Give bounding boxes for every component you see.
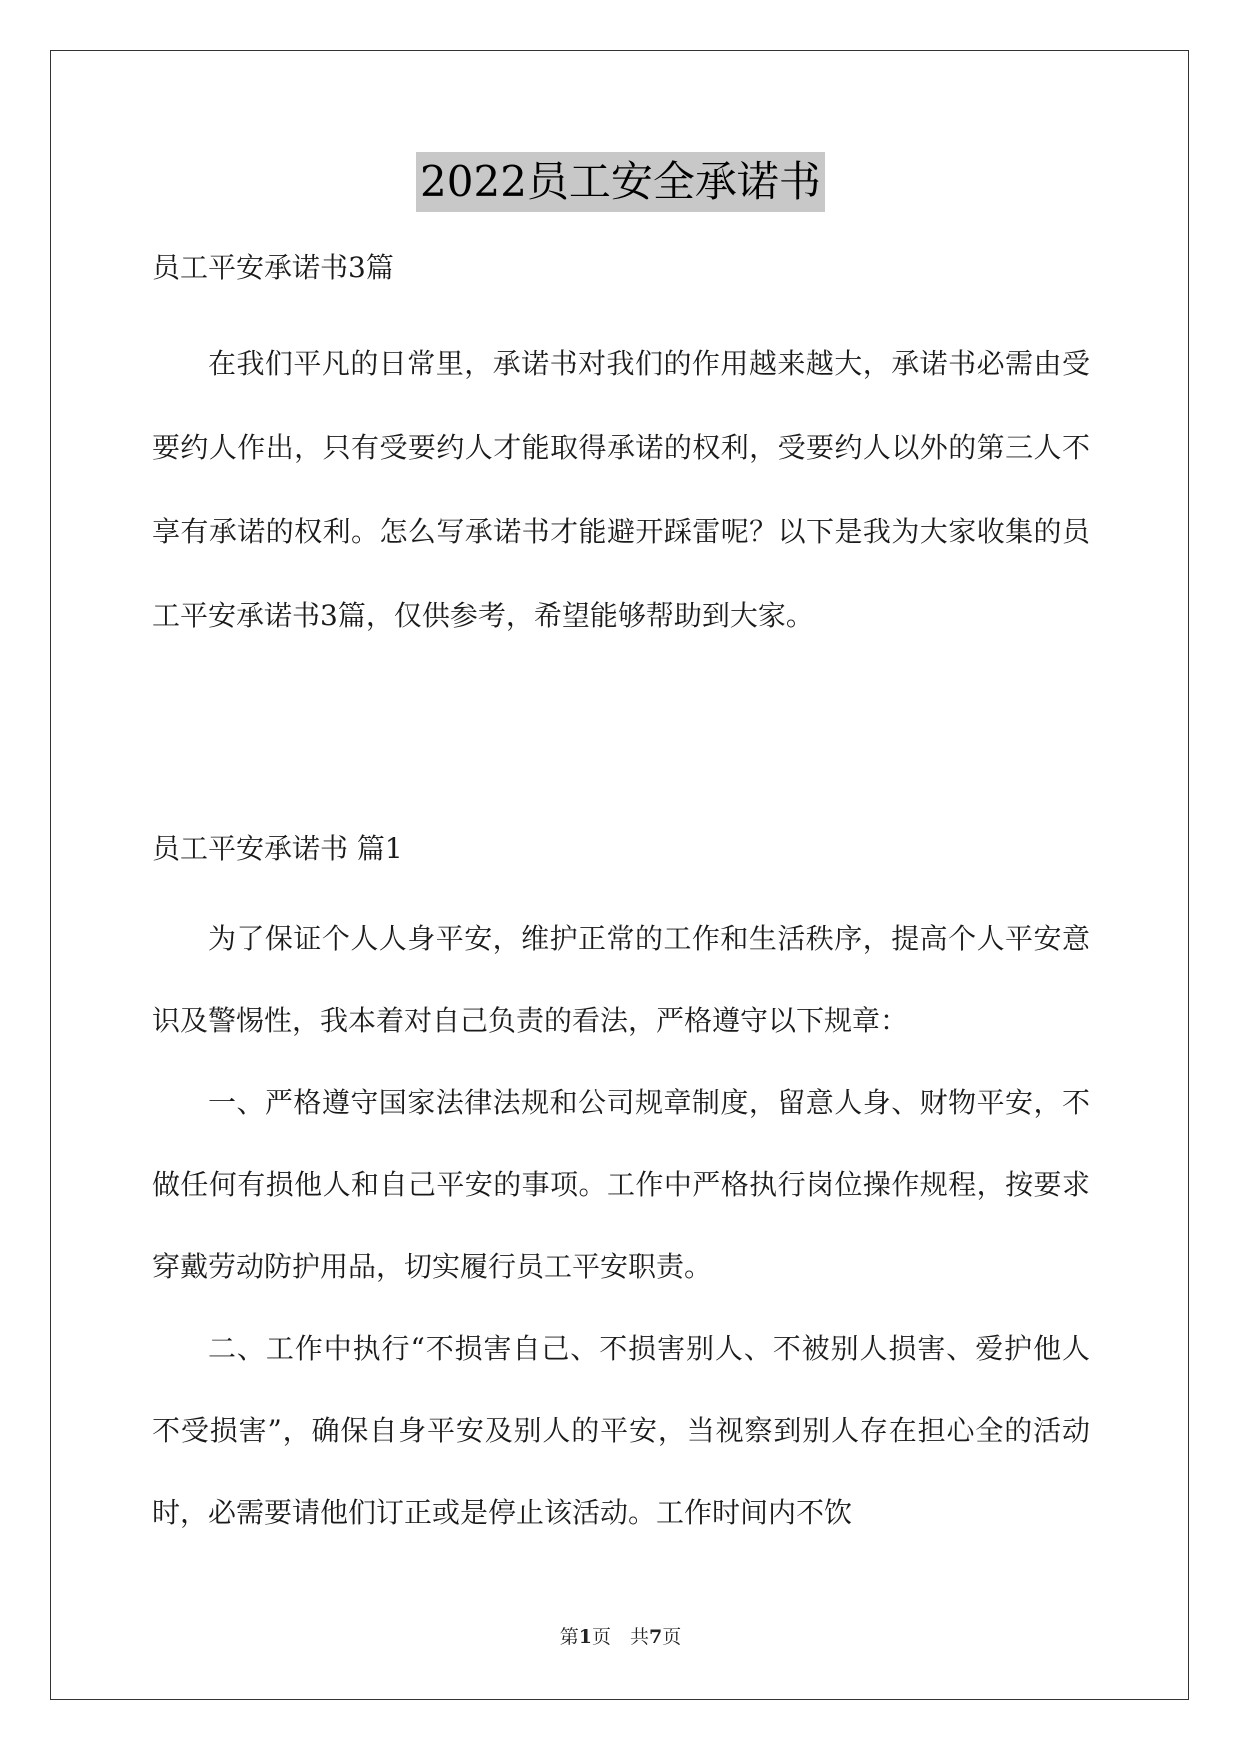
document-subtitle-block xyxy=(152,248,1090,288)
page-middle: 页 共 xyxy=(591,1626,649,1648)
intro-block xyxy=(152,322,1090,658)
total-page-number: 7 xyxy=(649,1626,663,1648)
page-suffix: 页 xyxy=(662,1626,682,1648)
document-subtitle: 员工平安承诺书3篇 xyxy=(152,251,394,284)
page-prefix: 第 xyxy=(559,1626,579,1648)
section-heading-block xyxy=(152,829,1090,869)
body-paragraph: 为了保证个人人身平安，维护正常的工作和生活秩序，提高个人平安意识及警惕性，我本着对自己负责的看法，严格遵守以下规章： xyxy=(152,922,1090,1037)
current-page-number: 1 xyxy=(578,1626,592,1648)
section-heading: 员工平安承诺书 篇1 xyxy=(152,832,403,865)
document-title: 2022员工安全承诺书 xyxy=(416,152,825,212)
intro-paragraph: 在我们平凡的日常里，承诺书对我们的作用越来越大，承诺书必需由受要约人作出，只有受要约人才能取得承诺的权利，受要约人以外的第三人不享有承诺的权利。怎么写承诺书才能避开踩雷呢？以下是我为大家收集的员工平安承诺书3篇，仅供参考，希望能够帮助到大家。 xyxy=(152,347,1090,632)
body-paragraph: 一、严格遵守国家法律法规和公司规章制度，留意人身、财物平安，不做任何有损他人和自己平安的事项。工作中严格执行岗位操作规程，按要求穿戴劳动防护用品，切实履行员工平安职责。 xyxy=(152,1086,1090,1283)
section-body xyxy=(152,898,1090,1554)
title-container xyxy=(0,152,1241,212)
page-footer xyxy=(0,1622,1241,1649)
body-paragraph: 二、工作中执行“不损害自己、不损害别人、不被别人损害、爱护他人不受损害”，确保自身平安及别人的平安，当视察到别人存在担心全的活动时，必需要请他们订正或是停止该活动。工作时间内不饮 xyxy=(152,1332,1090,1529)
